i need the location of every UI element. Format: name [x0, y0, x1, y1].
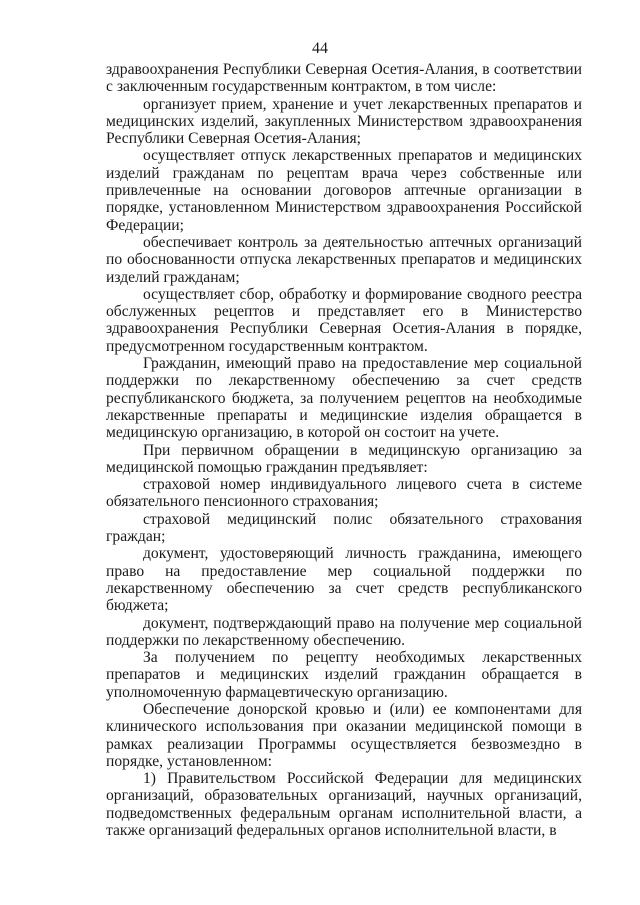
paragraph: страховой номер индивидуального лицевого счета в системе обязательного пенсионного страхования; [106, 476, 582, 511]
paragraph: страховой медицинский полис обязательного страхования граждан; [106, 510, 582, 546]
paragraph: документ, удостоверяющий личность гражданина, имеющего право на предоставление мер социальной поддержки по лекарственному обеспечению за счет средств республиканского бюджета; [106, 545, 582, 615]
paragraph: осуществляет сбор, обработку и формирование сводного реестра обслуженных рецептов и представляет его в Министерство здравоохранения Республики Северная Осетия-Алания в порядке, предусмотренном государственным контрактом. [106, 285, 582, 355]
paragraph: осуществляет отпуск лекарственных препаратов и медицинских изделий гражданам по рецептам врача через собственные или привлеченные на основании договоров аптечные организации в порядке, установленном Министерством здравоохранения Российской Федерации; [106, 147, 582, 234]
paragraph: документ, подтверждающий право на получение мер социальной поддержки по лекарственному обеспечению. [106, 614, 582, 649]
paragraph: Обеспечение донорской кровью и (или) ее компонентами для клинического использования при оказании медицинской помощи в рамках реализации Программы осуществляется безвозмездно в порядке, установленном: [106, 700, 582, 770]
page-number: 44 [312, 40, 328, 57]
paragraph: организует прием, хранение и учет лекарственных препаратов и медицинских изделий, закупленных Министерством здравоохранения Республики Северная Осетия-Алания; [106, 95, 582, 148]
paragraph: При первичном обращении в медицинскую организацию за медицинской помощью гражданин предъявляет: [106, 441, 582, 476]
paragraph: За получением по рецепту необходимых лекарственных препаратов и медицинских изделий гражданин обращается в уполномоченную фармацевтическую организацию. [106, 649, 582, 701]
paragraph: 1) Правительством Российской Федерации для медицинских организаций, образовательных организаций, научных организаций, подведомственных федеральным органам исполнительной власти, а также организаций федеральных органов исполнительной власти, в [106, 770, 582, 840]
paragraph: Гражданин, имеющий право на предоставление мер социальной поддержки по лекарственному обеспечению за счет средств республиканского бюджета, за получением рецептов на необходимые лекарственные препараты и медицинские изделия обращается в медицинскую организацию, в которой он состоит на учете. [106, 355, 582, 442]
paragraph: обеспечивает контроль за деятельностью аптечных организаций по обоснованности отпуска лекарственных препаратов и медицинских изделий гражданам; [106, 233, 582, 286]
document-text [106, 61, 582, 839]
paragraph: здравоохранения Республики Северная Осетия-Алания, в соответствии с заключенным государственным контрактом, в том числе: [106, 61, 582, 96]
